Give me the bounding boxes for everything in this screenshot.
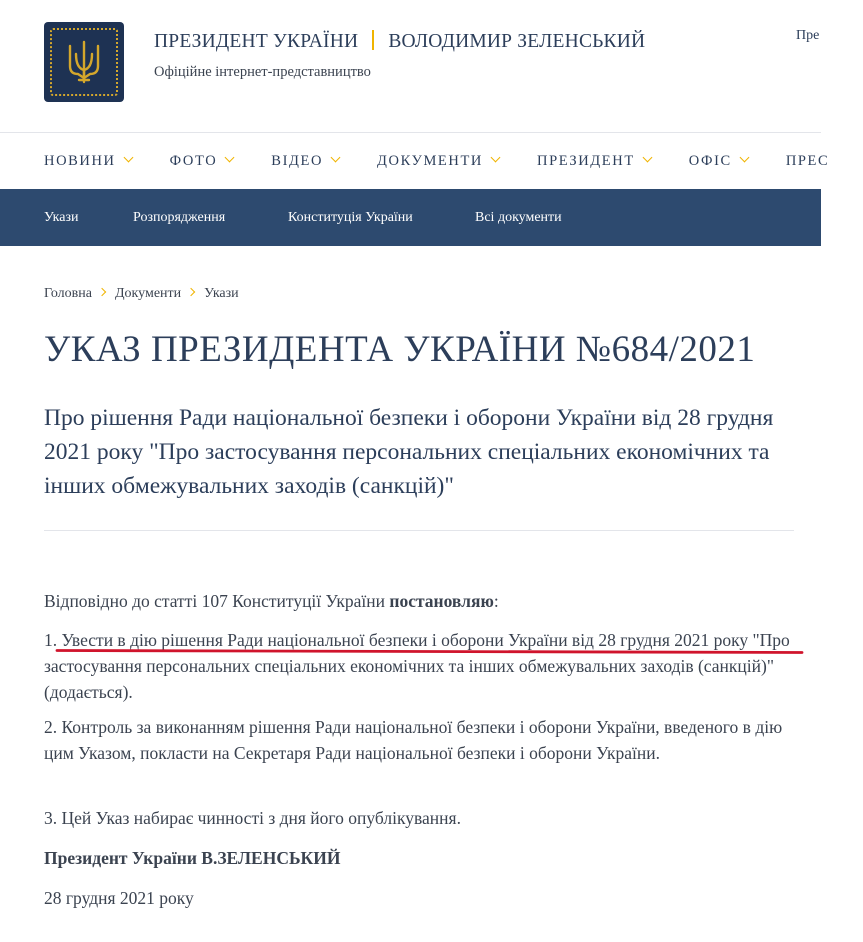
breadcrumb-home[interactable]: Головна (44, 286, 92, 301)
chevron-right-icon (98, 288, 106, 296)
paragraph-3: 3. Цей Указ набирає чинності з дня його опублікування. (44, 808, 461, 828)
intro-end: : (493, 591, 499, 611)
chevron-down-icon (739, 153, 749, 163)
breadcrumb (44, 286, 239, 302)
site-name-title: ПРЕЗИДЕНТ УКРАЇНИ (154, 31, 359, 52)
intro-paragraph (44, 588, 804, 614)
nav-item-press[interactable] (786, 133, 829, 189)
chevron-down-icon (123, 153, 133, 163)
nav-item-label: ВІДЕО (271, 153, 324, 169)
paragraph-2: 2. Контроль за виконанням рішення Ради національної безпеки і оборони України, введеного в дію цим Указом, покласти на Секретаря Ради національної безпеки і оборони України. (44, 717, 783, 763)
signature: Президент України В.ЗЕЛЕНСЬКИЙ (44, 848, 341, 868)
red-highlight-underline (57, 649, 802, 654)
subnav-item-constitution[interactable]: Конституція України (288, 210, 413, 225)
main-navigation (0, 133, 830, 189)
site-name-president: ВОЛОДИМИР ЗЕЛЕНСЬКИЙ (388, 31, 646, 52)
chevron-right-icon (187, 288, 195, 296)
nav-item-photo[interactable] (170, 133, 234, 189)
site-logo[interactable] (44, 22, 124, 102)
paragraph-1: 1. Увести в дію рішення Ради національної безпеки і оборони України від 28 грудня 2021 року "Про застосування персональних спеціальних економічних та інших обмежувальних заходів (санкцій)" (додається). (44, 630, 790, 702)
document-subtitle: Про рішення Ради національної безпеки і оборони України від 28 грудня 2021 року "Про застосування персональних спеціальних економічних та інших обмежувальних заходів (санкцій)" (44, 405, 774, 499)
divider (44, 530, 794, 531)
chevron-down-icon (225, 153, 235, 163)
nav-item-office[interactable] (689, 133, 748, 189)
subnav-item-all-documents[interactable]: Всі документи (475, 210, 562, 225)
header-corner-link[interactable]: Пре (796, 28, 820, 43)
trident-icon (66, 40, 102, 84)
breadcrumb-decrees[interactable]: Укази (204, 286, 239, 301)
nav-item-label: НОВИНИ (44, 153, 116, 169)
nav-item-video[interactable] (271, 133, 339, 189)
chevron-down-icon (331, 153, 341, 163)
nav-item-president[interactable] (537, 133, 651, 189)
subnav-item-decrees[interactable]: Укази (44, 210, 79, 225)
chevron-down-icon (491, 153, 501, 163)
nav-item-label: ПРЕС (785, 153, 830, 169)
document-date: 28 грудня 2021 року (44, 888, 194, 908)
intro-bold: постановляю (389, 591, 494, 611)
nav-item-label: ПРЕЗИДЕНТ (537, 153, 635, 169)
site-name-separator (372, 30, 374, 50)
documents-subnav (0, 189, 821, 246)
nav-item-label: ФОТО (169, 153, 218, 169)
site-name[interactable] (154, 30, 645, 53)
nav-item-label: ОФІС (688, 153, 732, 169)
nav-item-news[interactable] (44, 133, 132, 189)
intro-text: Відповідно до статті 107 Конституції України (44, 591, 390, 611)
breadcrumb-documents[interactable]: Документи (114, 286, 182, 301)
nav-item-label: ДОКУМЕНТИ (377, 153, 483, 169)
site-tagline: Офіційне інтернет-представництво (154, 64, 371, 80)
chevron-down-icon (642, 153, 652, 163)
subnav-item-orders[interactable]: Розпорядження (133, 210, 226, 225)
nav-item-documents[interactable] (377, 133, 499, 189)
site-header (0, 0, 821, 133)
page-title: УКАЗ ПРЕЗИДЕНТА УКРАЇНИ №684/2021 (44, 329, 756, 370)
